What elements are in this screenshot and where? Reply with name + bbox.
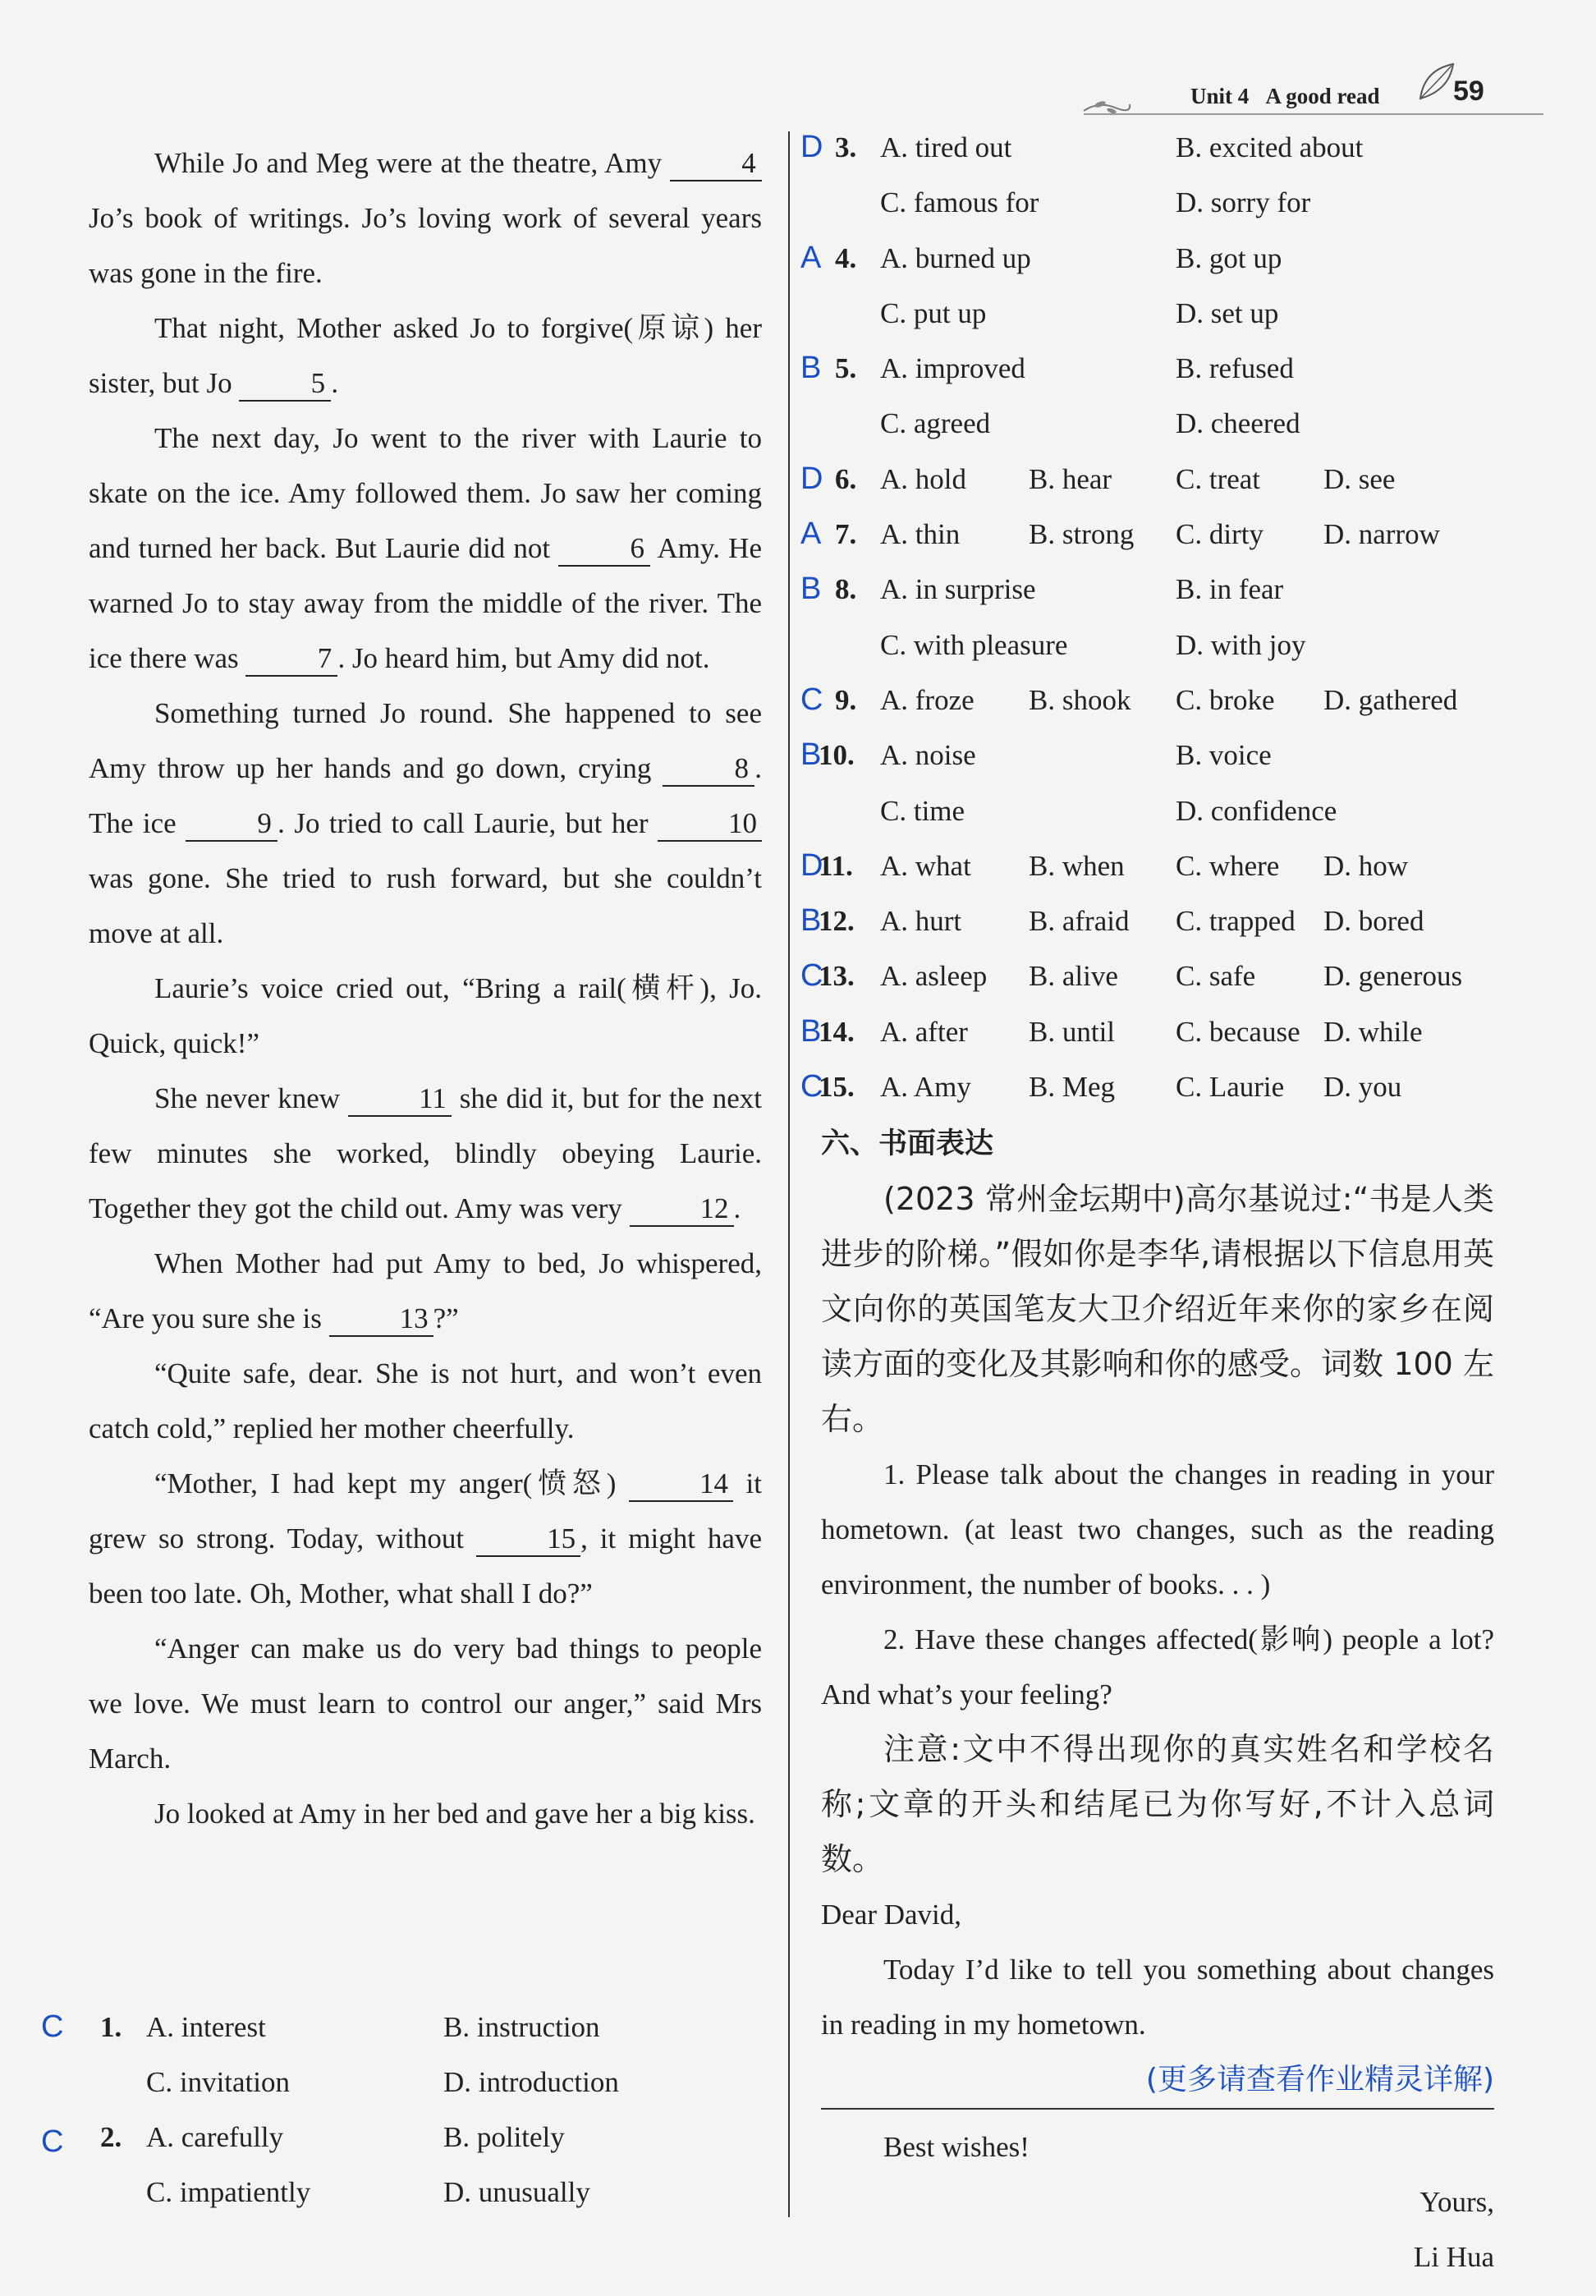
- question-14: [800, 1014, 1539, 1069]
- blank-12: 12: [630, 1192, 734, 1227]
- blank-6: 6: [558, 532, 650, 567]
- passage-paragraph-5: Laurie’s voice cried out, “Bring a rail(横杆), Jo. Quick, quick!”: [89, 972, 762, 1059]
- answer-mark: D: [800, 130, 823, 164]
- option-a: A. improved: [880, 352, 1025, 385]
- answer-mark: C: [800, 958, 823, 994]
- question-number: 2.: [100, 2121, 122, 2153]
- option-a: A. carefully: [146, 2121, 284, 2153]
- writing-line: [821, 2108, 1494, 2110]
- answer-mark: C: [800, 1069, 823, 1104]
- blank-11: 11: [348, 1082, 452, 1117]
- header-rule: [1084, 113, 1543, 115]
- option-c: C. invitation: [146, 2066, 290, 2098]
- option-c: C. safe: [1176, 960, 1256, 993]
- option-c: C. famous for: [880, 186, 1039, 219]
- option-d: D. see: [1323, 462, 1396, 495]
- option-d: D. with joy: [1176, 628, 1306, 661]
- question-number: 7.: [835, 518, 857, 551]
- more-details-link[interactable]: (更多请查看作业精灵详解): [1145, 2063, 1494, 2096]
- answer-mark: B: [800, 737, 822, 773]
- section-title: 六、书面表达: [821, 1127, 994, 1160]
- option-a: A. in surprise: [880, 573, 1036, 606]
- blank-8: 8: [663, 752, 754, 787]
- passage-paragraph-8: “Quite safe, dear. She is not hurt, and won’t even catch cold,” replied her mother cheerfully.: [89, 1357, 762, 1444]
- answer-mark: B: [800, 351, 822, 386]
- option-b: B. hear: [1029, 462, 1112, 495]
- option-d: D. gathered: [1323, 683, 1458, 716]
- page-number: 59: [1453, 76, 1484, 107]
- answer-mark: A: [800, 517, 822, 552]
- question-3-cont: [800, 185, 1539, 240]
- option-b: B. strong: [1029, 518, 1135, 551]
- option-d: D. bored: [1323, 905, 1424, 938]
- question-number: 13.: [819, 960, 855, 993]
- question-number: 14.: [819, 1015, 855, 1048]
- option-b: B. excited about: [1176, 131, 1364, 163]
- option-d: D. generous: [1323, 960, 1463, 993]
- option-b: B. Meg: [1029, 1071, 1115, 1104]
- option-d: D. you: [1323, 1071, 1402, 1104]
- question-10-cont: [800, 793, 1539, 848]
- option-c: C. dirty: [1176, 518, 1264, 551]
- question-3: [800, 130, 1539, 185]
- option-a: A. hold: [880, 462, 966, 495]
- question-number: 15.: [819, 1071, 855, 1104]
- option-a: A. asleep: [880, 960, 988, 993]
- letter-closing: Best wishes!: [883, 2131, 1030, 2163]
- unit-label: Unit 4: [1190, 84, 1250, 108]
- question-2: [41, 2119, 764, 2174]
- question-number: 6.: [835, 462, 857, 495]
- option-a: A. thin: [880, 518, 961, 551]
- page-header: [1067, 66, 1560, 131]
- question-11: [800, 848, 1539, 903]
- blank-7: 7: [245, 642, 337, 677]
- question-7: [800, 517, 1539, 572]
- option-a: A. what: [880, 849, 971, 882]
- question-4-cont: [800, 296, 1539, 351]
- question-number: 3.: [835, 131, 857, 163]
- blank-4: 4: [670, 147, 762, 181]
- option-d: D. how: [1323, 849, 1409, 882]
- option-d: D. while: [1323, 1015, 1423, 1048]
- option-c: C. trapped: [1176, 905, 1296, 938]
- blank-9: 9: [186, 807, 277, 842]
- option-c: C. broke: [1176, 683, 1275, 716]
- question-number: 9.: [835, 683, 857, 716]
- letter-greeting: Dear David,: [821, 1899, 962, 1931]
- blank-13: 13: [329, 1302, 433, 1337]
- passage-paragraph-2: That night, Mother asked Jo to forgive(原谅) her sister, but Jo 5 .: [89, 301, 762, 411]
- question-number: 12.: [819, 905, 855, 938]
- question-4: [800, 241, 1539, 296]
- question-9: [800, 682, 1539, 737]
- option-c: C. because: [1176, 1015, 1300, 1048]
- question-13: [800, 958, 1539, 1013]
- option-b: B. instruction: [443, 2011, 600, 2043]
- question-12: [800, 903, 1539, 958]
- option-d: D. unusually: [443, 2176, 590, 2208]
- option-c: C. impatiently: [146, 2176, 311, 2208]
- option-b: B. afraid: [1029, 905, 1130, 938]
- option-a: A. noise: [880, 739, 976, 772]
- option-b: B. voice: [1176, 739, 1272, 772]
- question-5: [800, 351, 1539, 406]
- option-a: A. interest: [146, 2011, 266, 2043]
- passage-paragraph-1: While Jo and Meg were at the theatre, Amy 4 Jo’s book of writings. Jo’s loving work of several years was gone in the fire.: [89, 147, 762, 289]
- question-6: [800, 461, 1539, 517]
- option-b: B. alive: [1029, 960, 1118, 993]
- question-1-cont: [41, 2064, 764, 2119]
- blank-5: 5: [239, 367, 331, 402]
- option-b: B. in fear: [1176, 573, 1284, 606]
- question-number: 5.: [835, 352, 857, 385]
- passage-paragraph-10: “Anger can make us do very bad things to people we love. We must learn to control our anger,” said Mrs March.: [89, 1632, 762, 1775]
- passage-paragraph-4: Something turned Jo round. She happened to see Amy throw up her hands and go down, crying 8 . The ice 9 . Jo tried to call Laurie, but her 10 was gone. She tried to rush forward, but she couldn’t move at all.: [89, 697, 762, 949]
- answer-mark: C: [41, 2009, 64, 2044]
- writing-prompt: (2023 常州金坛期中)高尔基说过:“书是人类进步的阶梯。”假如你是李华,请根据以下信息用英文向你的英国笔友大卫介绍近年来你的家乡在阅读方面的变化及其影响和你的感受。词数 100 左右。: [821, 1181, 1494, 1437]
- questions-right: [800, 130, 1539, 1124]
- unit-title: A good read: [1265, 84, 1380, 108]
- question-number: 11.: [819, 849, 853, 882]
- blank-15: 15: [476, 1522, 580, 1557]
- option-b: B. shook: [1029, 683, 1131, 716]
- passage-paragraph-7: When Mother had put Amy to bed, Jo whispered, “Are you sure she is 13 ?”: [89, 1236, 762, 1346]
- header-unit-title: [1190, 84, 1380, 109]
- letter-signature: Li Hua: [1413, 2241, 1494, 2273]
- option-d: D. confidence: [1176, 794, 1337, 827]
- question-1: [41, 2009, 764, 2064]
- question-8: [800, 572, 1539, 627]
- answer-mark: D: [800, 847, 823, 883]
- option-c: C. treat: [1176, 462, 1261, 495]
- option-a: A. after: [880, 1015, 968, 1048]
- question-number: 4.: [835, 241, 857, 274]
- option-d: D. narrow: [1323, 518, 1440, 551]
- option-c: C. time: [880, 794, 965, 827]
- option-a: A. hurt: [880, 905, 962, 938]
- answer-mark: B: [800, 903, 822, 939]
- writing-point-1: 1. Please talk about the changes in reading in your hometown. (at least two changes, such as the reading environment, the number of books. . . ): [821, 1458, 1494, 1600]
- option-a: A. froze: [880, 683, 975, 716]
- answer-mark: D: [800, 461, 823, 496]
- option-d: D. set up: [1176, 296, 1279, 329]
- letter-opening: Today I’d like to tell you something about changes in reading in my hometown.: [821, 1954, 1494, 2041]
- column-divider: [788, 131, 790, 2217]
- option-a: A. tired out: [880, 131, 1012, 163]
- answer-mark: C: [800, 682, 823, 717]
- question-number: 1.: [100, 2011, 122, 2043]
- writing-section: [821, 1117, 1494, 2285]
- question-5-cont: [800, 406, 1539, 461]
- answer-mark: B: [800, 572, 822, 607]
- blank-14: 14: [629, 1467, 733, 1502]
- option-b: B. got up: [1176, 241, 1282, 274]
- question-number: 10.: [819, 739, 855, 772]
- question-2-cont: [41, 2174, 764, 2229]
- passage-paragraph-9: “Mother, I had kept my anger(愤怒) 14 it grew so strong. Today, without 15 , it might have been too late. Oh, Mother, what shall I do?”: [89, 1467, 762, 1609]
- answer-mark: A: [800, 240, 822, 275]
- option-b: B. refused: [1176, 352, 1294, 385]
- writing-point-2: 2. Have these changes affected(影响) people a lot? And what’s your feeling?: [821, 1623, 1494, 1711]
- option-d: D. sorry for: [1176, 186, 1311, 219]
- option-b: B. politely: [443, 2121, 565, 2153]
- option-c: C. put up: [880, 296, 987, 329]
- question-number: 8.: [835, 573, 857, 606]
- option-a: A. burned up: [880, 241, 1031, 274]
- passage-paragraph-11: Jo looked at Amy in her bed and gave her a big kiss.: [154, 1798, 755, 1830]
- answer-mark: C: [41, 2124, 64, 2159]
- writing-note: 注意:文中不得出现你的真实姓名和学校名称;文章的开头和结尾已为你写好,不计入总词数。: [821, 1731, 1494, 1877]
- questions-left: [41, 2009, 764, 2229]
- option-a: A. Amy: [880, 1071, 971, 1104]
- option-c: C. agreed: [880, 407, 991, 440]
- option-b: B. when: [1029, 849, 1125, 882]
- option-c: C. where: [1176, 849, 1280, 882]
- passage-paragraph-6: She never knew 11 she did it, but for the next few minutes she worked, blindly obeying Laurie. Together they got the child out. Amy was very 12 .: [89, 1071, 762, 1236]
- answer-mark: B: [800, 1013, 822, 1049]
- reading-passage: [89, 135, 762, 1841]
- option-b: B. until: [1029, 1015, 1116, 1048]
- passage-paragraph-3: The next day, Jo went to the river with Laurie to skate on the ice. Amy followed them. Jo saw her coming and turned her back. But Laurie did not 6 Amy. He warned Jo to stay away from the middle of the river. The ice there was 7 . Jo heard him, but Amy did not.: [89, 411, 762, 686]
- question-10: [800, 737, 1539, 792]
- option-c: C. with pleasure: [880, 628, 1068, 661]
- option-c: C. Laurie: [1176, 1071, 1285, 1104]
- letter-yours: Yours,: [1419, 2186, 1494, 2218]
- question-8-cont: [800, 627, 1539, 682]
- option-d: D. introduction: [443, 2066, 619, 2098]
- blank-10: 10: [658, 807, 762, 842]
- option-d: D. cheered: [1176, 407, 1300, 440]
